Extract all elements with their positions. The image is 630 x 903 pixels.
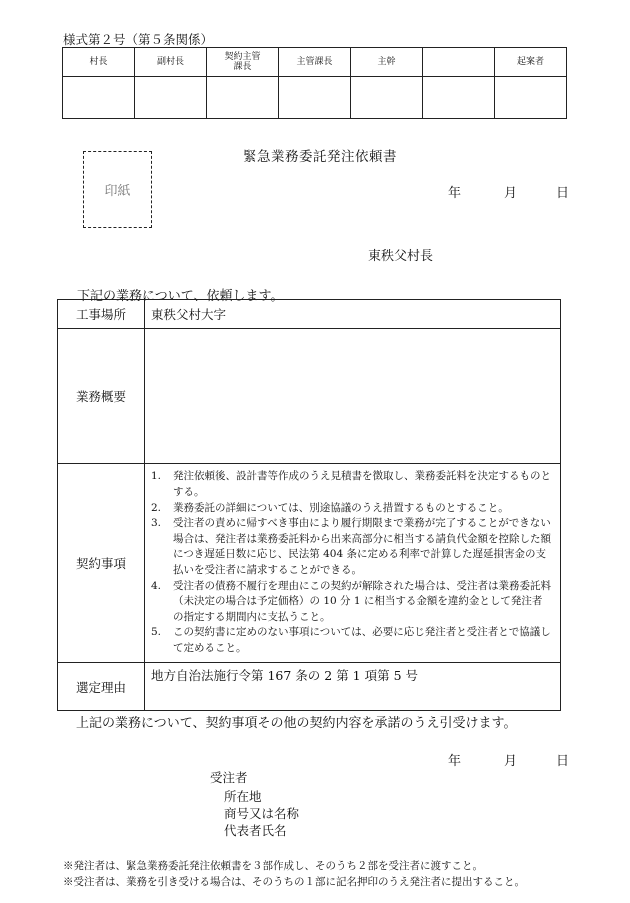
approval-header-deputy-mayor: 副村長 xyxy=(135,48,207,77)
accept-date-year-label: 年 xyxy=(448,754,462,769)
terms-list xyxy=(145,469,560,656)
term-item: 1. 発注依頼後、設計書等作成のうえ見積書を徴取し、業務委託料を決定するものとする。 xyxy=(151,470,551,499)
approval-stamp-cell[interactable] xyxy=(351,77,423,119)
document-title: 緊急業務委託発注依頼書 xyxy=(243,149,397,165)
date-day-label: 日 xyxy=(556,186,570,201)
order-details-table xyxy=(57,299,561,711)
approval-header-section-chief: 主管課長 xyxy=(279,48,351,77)
place-value[interactable]: 東秩父村大字 xyxy=(145,300,561,329)
issuer-name: 東秩父村長 xyxy=(368,249,434,264)
contractor-name-label: 商号又は名称 xyxy=(224,806,300,821)
reason-value[interactable]: 地方自治法施行令第 167 条の 2 第 1 項第 5 号 xyxy=(145,663,561,711)
date-year-label: 年 xyxy=(448,186,462,201)
term-item: 2. 業務委託の詳細については、別途協議のうえ措置するものとすること。 xyxy=(151,501,509,514)
intro-text: 下記の業務について、依頼します。 xyxy=(77,289,284,304)
form-number: 様式第２号（第５条関係） xyxy=(63,32,214,47)
summary-label: 業務概要 xyxy=(58,329,145,464)
place-label: 工事場所 xyxy=(58,300,145,329)
approval-stamp-cell[interactable] xyxy=(423,77,495,119)
contractor-address-label: 所在地 xyxy=(224,789,262,804)
accept-date-month-label: 月 xyxy=(504,754,518,769)
approval-stamp-cell[interactable] xyxy=(279,77,351,119)
approval-stamp-cell[interactable] xyxy=(63,77,135,119)
approval-header-drafter: 起案者 xyxy=(495,48,567,77)
approval-stamp-cell[interactable] xyxy=(207,77,279,119)
footnote-orderer: ※発注者は、緊急業務委託発注依頼書を３部作成し、そのうち２部を受注者に渡すこと。 xyxy=(63,860,483,872)
contractor-representative-label: 代表者氏名 xyxy=(224,823,287,838)
approval-header-contract-manager: 契約主管 課長 xyxy=(207,48,279,77)
accept-date-day-label: 日 xyxy=(556,754,570,769)
approval-stamp-cell[interactable] xyxy=(135,77,207,119)
contractor-label: 受注者 xyxy=(210,770,248,785)
reason-label: 選定理由 xyxy=(58,663,145,711)
term-item: 5. この契約書に定めのない事項については、必要に応じ発注者と受注者とで協議して定めること。 xyxy=(151,626,551,654)
approval-header-blank xyxy=(423,48,495,77)
revenue-stamp-label: 印紙 xyxy=(104,184,131,199)
terms-label: 契約事項 xyxy=(58,464,145,663)
acceptance-text: 上記の業務について、契約事項その他の契約内容を承諾のうえ引受けます。 xyxy=(76,716,517,731)
term-item: 3. 受注者の責めに帰すべき事由により履行期限まで業務が完了することができない場合は、発注者は業務委託料から出来高部分に相当する請負代金額を控除した額につき遅延日数に応じ、民法第 404 条に定める利率で計算した遅延損害金の支払いを受注者に請求することができる。 xyxy=(151,517,551,576)
terms-cell xyxy=(145,464,561,663)
approval-header-supervisor: 主幹 xyxy=(351,48,423,77)
approval-header-mayor: 村長 xyxy=(63,48,135,77)
term-item: 4. 受注者の債務不履行を理由にこの契約が解除された場合は、受注者は業務委託料（未決定の場合は予定価格）の 10 分 1 に相当する金額を違約金として発注者の指定する期間内に支払うこと。 xyxy=(151,579,551,623)
revenue-stamp-box xyxy=(83,151,152,228)
approval-stamp-cell[interactable] xyxy=(495,77,567,119)
footnote-contractor: ※受注者は、業務を引き受ける場合は、そのうちの１部に記名押印のうえ発注者に提出すること。 xyxy=(63,876,525,888)
approval-stamp-table xyxy=(62,47,567,119)
date-month-label: 月 xyxy=(504,186,518,201)
summary-value[interactable] xyxy=(145,329,561,464)
